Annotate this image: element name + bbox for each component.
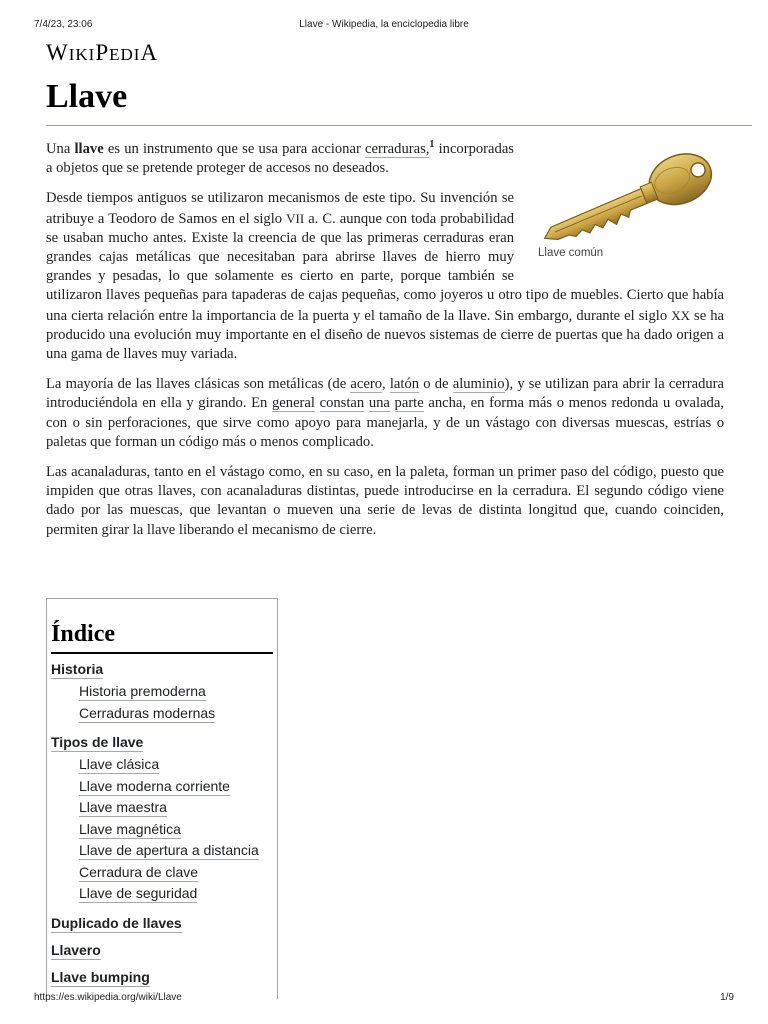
toc-section	[51, 968, 273, 987]
toc-link-cerraduras-modernas[interactable]: Cerraduras modernas	[79, 704, 216, 721]
toc-sublist	[79, 755, 273, 906]
toc-title: Índice	[51, 621, 273, 654]
toc-link-historia[interactable]: Historia	[51, 661, 104, 677]
toc-subsection	[79, 777, 273, 799]
print-timestamp: 7/4/23, 23:06	[34, 19, 93, 30]
text-run: Una	[46, 141, 75, 157]
toc-link-llave-moderna-corriente[interactable]: Llave moderna corriente	[79, 777, 230, 794]
print-url: https://es.wikipedia.org/wiki/Llave	[34, 992, 182, 1003]
toc-subsection	[79, 841, 273, 863]
reference-link[interactable]: 1	[429, 139, 435, 151]
toc-link-historia-premoderna[interactable]: Historia premoderna	[79, 683, 206, 699]
toc-link-llave-bumping[interactable]: Llave bumping	[51, 968, 150, 985]
toc-subsection	[79, 798, 273, 820]
toc-subsection	[79, 704, 273, 726]
toc-section	[51, 914, 273, 933]
toc-subsection	[79, 863, 273, 885]
link-acero[interactable]: acero	[350, 376, 382, 393]
text-run: La mayoría de las llaves clásicas son metálicas (de	[46, 376, 351, 393]
toc-section	[51, 941, 273, 960]
text-run: es un instrumento que se usa para accionar	[103, 141, 365, 157]
text-run: a. C. aunque con toda probabilidad se usaban mucho antes. Existe la creencia de que las primeras cerraduras eran grandes cajas metálicas que necesitaban para abrirse llaves de hierro muy grandes y pesadas, lo que solamente es cierto en parte, porque también se utilizaron llaves pequeñas para tapaderas de cajas pequeñas, como joyeros u otro tipo de muebles. Cierto que había una cierta relación entre la importancia de la puerta y el tamaño de la llave. Sin embargo, durante el siglo	[46, 210, 724, 324]
toc-link-tipos-de-llave[interactable]: Tipos de llave	[51, 734, 144, 750]
table-of-contents	[46, 598, 278, 999]
toc-link-llavero[interactable]: Llavero	[51, 941, 101, 958]
article-thumbnail[interactable]	[524, 140, 724, 263]
wordmark-part: P	[95, 40, 110, 65]
toc-list	[47, 660, 277, 987]
toc-link-llave-magnetica[interactable]: Llave magnética	[79, 820, 181, 837]
text-run	[315, 395, 320, 411]
link-constan[interactable]: constan	[319, 395, 365, 412]
text-run: ,	[382, 376, 390, 393]
toc-link-duplicado-de-llaves[interactable]: Duplicado de llaves	[51, 914, 182, 931]
wordmark-part: W	[46, 40, 69, 65]
page-title: Llave	[46, 78, 128, 115]
image-caption: Llave común	[538, 247, 604, 259]
bold-term: llave	[74, 141, 104, 157]
toc-subsection	[79, 682, 273, 704]
toc-subsection	[79, 755, 273, 777]
toc-subsection	[79, 884, 273, 906]
link-laton[interactable]: latón	[389, 376, 420, 393]
toc-link-llave-apertura-distancia[interactable]: Llave de apertura a distancia	[79, 842, 259, 858]
toc-link-llave-clasica[interactable]: Llave clásica	[79, 756, 160, 772]
link-general[interactable]: general	[272, 395, 315, 412]
link-una[interactable]: una	[368, 395, 390, 412]
toc-link-cerradura-de-clave[interactable]: Cerradura de clave	[79, 863, 199, 880]
toc-link-llave-de-seguridad[interactable]: Llave de seguridad	[79, 885, 198, 901]
toc-link-llave-maestra[interactable]: Llave maestra	[79, 799, 167, 815]
text-run: se ha producido una evolución muy importante en el diseño de nuevos sistemas de cierre de puertas que ha dado origen a una gama de llaves muy variada.	[46, 307, 724, 363]
wikipedia-wordmark[interactable]	[46, 40, 158, 66]
toc-section	[51, 660, 273, 725]
link-aluminio[interactable]: aluminio	[452, 376, 505, 393]
brass-key-image	[524, 140, 724, 240]
text-run: incorporadas a objetos que se pretende proteger de accesos no deseados.	[46, 141, 514, 177]
link-parte[interactable]: parte	[394, 395, 424, 412]
print-page-count: 1/9	[720, 992, 734, 1003]
toc-sublist	[79, 682, 273, 725]
text-run: Desde tiempos antiguos se utilizaron mecanismos de este tipo. Su invención se atribuye a Teodoro de Samos en el siglo	[46, 190, 514, 227]
print-footer	[0, 992, 768, 1006]
toc-section	[51, 733, 273, 906]
text-run: ancha, en forma más o menos redonda u ovalada, con o sin perforaciones, que sirve como apoyo para manejarla, y de un vástago con diversas muescas, estrías o paletas que forman un código más o menos complicado.	[46, 395, 724, 450]
wordmark-part: IKI	[68, 45, 96, 64]
text-run: ), y se utilizan para abrir la cerradura introduciéndola en ella y girando. En	[46, 376, 724, 412]
toc-subsection	[79, 820, 273, 842]
century-numeral: XX	[671, 307, 690, 323]
century-numeral: VII	[286, 210, 305, 226]
paragraph-4: Las acanaladuras, tanto en el vástago como, en su caso, en la paleta, forman un primer paso del código, puesto que impiden que otras llaves, con acanaladuras distintas, puede introducirse en la cerradura. El segundo código viene dado por las muescas, que levantan o mueven una serie de levas de distinta longitud que, cuando coinciden, permiten girar la llave liberando el mecanismo de cierre.	[46, 464, 724, 538]
link-cerraduras[interactable]: cerraduras,	[365, 141, 430, 157]
print-page-title: Llave - Wikipedia, la enciclopedia libre	[299, 19, 469, 30]
article-body	[46, 140, 724, 551]
text-run: o de	[419, 376, 453, 393]
print-header	[0, 19, 768, 33]
paragraph-3	[46, 375, 724, 452]
text-run	[390, 395, 395, 411]
wordmark-part: EDI	[109, 45, 141, 64]
title-divider	[46, 125, 752, 126]
wordmark-part: A	[140, 40, 159, 65]
